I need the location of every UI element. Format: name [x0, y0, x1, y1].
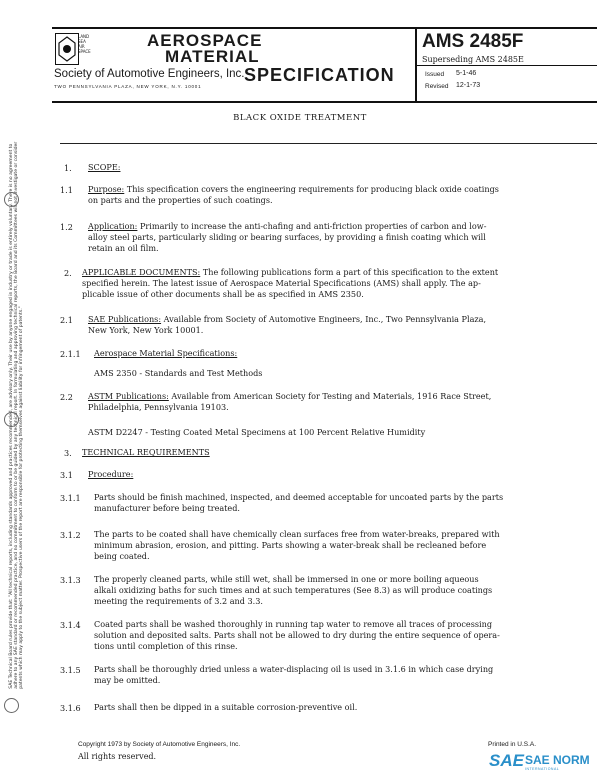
section-heading: Purpose:: [88, 184, 125, 194]
section-number: 3.: [64, 448, 72, 458]
society-name: Society of Automotive Engineers, Inc.: [54, 68, 245, 80]
section-number: 2.1: [60, 315, 73, 325]
section-heading: Application:: [88, 221, 138, 231]
revised-label: Revised: [425, 83, 449, 90]
ams-number: AMS 2485F: [422, 31, 524, 52]
section-text: manufacturer before being treated.: [94, 503, 240, 513]
issued-label: Issued: [425, 71, 445, 78]
section-number: 3.1.6: [60, 703, 81, 713]
section-heading: SCOPE:: [88, 162, 121, 172]
section-text: Primarily to increase the anti-chafing and anti-friction properties of carbon and low-: [139, 221, 487, 231]
section-number: 3.1.4: [60, 620, 81, 630]
section-text: New York, New York 10001.: [88, 325, 204, 335]
section-text: Parts shall be thoroughly dried unless a water-displacing oil is used in 3.1.6 in which case drying: [94, 664, 494, 674]
section-heading: Procedure:: [88, 469, 134, 479]
header-top-rule: [52, 27, 597, 29]
section-number: 3.1: [60, 470, 73, 480]
section-text: Parts should be finish machined, inspected, and deemed acceptable for uncoated parts by the parts: [94, 492, 504, 502]
brand-tag: INTERNATIONAL: [525, 767, 560, 771]
logo-text: LAND SEA AIR SPACE: [78, 34, 91, 54]
section-heading: TECHNICAL REQUIREMENTS: [82, 447, 210, 457]
section-text: Available from Society of Automotive Engineers, Inc., Two Pennsylvania Plaza,: [163, 314, 487, 324]
section-body: [94, 529, 594, 562]
section-body: [94, 664, 594, 686]
section-text: This specification covers the engineering requirements for producing black oxide coatings: [126, 184, 499, 194]
section-heading: SAE Publications:: [88, 314, 162, 324]
section-body: [88, 391, 588, 413]
section-number: 2.: [64, 268, 72, 278]
header-bottom-rule: [52, 101, 597, 103]
section-text: meeting the requirements of 3.2 and 3.3.: [94, 596, 263, 606]
punch-hole-icon: [4, 192, 19, 207]
title-specification: SPECIFICATION: [244, 65, 395, 85]
reference-item: AMS 2350 - Standards and Test Methods: [94, 368, 263, 378]
section-text: The parts to be coated shall have chemically clean surfaces free from water-breaks, prepared with: [94, 529, 500, 539]
section-text: may be omitted.: [94, 675, 161, 685]
section-text: solution and deposited salts. Parts shall not be allowed to dry during the entire sequence of opera-: [94, 630, 500, 640]
section-text: Available from American Society for Testing and Materials, 1916 Race Street,: [171, 391, 492, 401]
side-note-text: SAE Technical Board rules provide that: "All technical reports, including standards approved and practices recommended, are advisory only. Their use by anyone engaged in industry or trade is entirely voluntary. There is no agreement to adhere to any SAE standard or recommended practice, and no commitment to conform to or be guided by any technical report. In formulating and approving technical reports, the Board and its Committees will not investigate or consider patents which may apply to the subject matter. Prospective users of the report are responsible for protecting themselves against liability for infringement of patents.": [9, 141, 25, 689]
punch-hole-icon: [4, 698, 19, 713]
superseding: Superseding AMS 2485E: [422, 55, 524, 64]
punch-hole-icon: [4, 412, 19, 427]
society-address: TWO PENNSYLVANIA PLAZA, NEW YORK, N.Y. 10001: [54, 84, 202, 89]
brand-name: SAE NORM: [525, 753, 590, 767]
section-text: alkali oxidizing baths for such times and at such temperatures (See 8.3) as will produce coatings: [94, 585, 493, 595]
section-body: [82, 267, 590, 300]
section-text: tions until completion of this rinse.: [94, 641, 238, 651]
section-text: being coated.: [94, 551, 150, 561]
section-text: plicable issue of other documents shall be as specified in AMS 2350.: [82, 289, 364, 299]
section-text: Parts shall then be dipped in a suitable corrosion-preventive oil.: [94, 702, 358, 712]
section-body: [94, 492, 594, 514]
issued-date: 5-1-46: [456, 70, 477, 77]
section-number: 1.2: [60, 222, 73, 232]
section-number: 2.1.1: [60, 349, 81, 359]
revised-date: 12-1-73: [456, 82, 481, 89]
section-number: 3.1.1: [60, 493, 81, 503]
section-number: 3.1.3: [60, 575, 81, 585]
document-title: BLACK OXIDE TREATMENT: [233, 113, 367, 123]
section-number: 3.1.5: [60, 665, 81, 675]
section-number: 2.2: [60, 392, 73, 402]
printed-in: Printed in U.S.A.: [488, 741, 537, 748]
section-body: [88, 184, 588, 206]
copyright: Copyright 1973 by Society of Automotive Engineers, Inc.: [78, 741, 241, 748]
title-material: MATERIAL: [165, 47, 260, 66]
header-info-rule: [417, 65, 597, 66]
section-text: specified herein. The latest issue of Aerospace Material Specifications (AMS) shall apply. The ap-: [82, 278, 481, 288]
title-aerospace: AEROSPACE: [147, 31, 263, 50]
brand-watermark: [485, 751, 600, 774]
section-body: [94, 574, 594, 607]
section-text: minimum abrasion, erosion, and pitting. Parts showing a water-break shall be recleaned before: [94, 540, 487, 550]
section-body: [88, 314, 588, 336]
section-text: The following publications form a part of this specification to the extent: [202, 267, 499, 277]
section-heading: APPLICABLE DOCUMENTS:: [82, 267, 201, 277]
section-body: [88, 221, 588, 254]
title-rule: [60, 143, 597, 144]
reference-item: ASTM D2247 - Testing Coated Metal Specimens at 100 Percent Relative Humidity: [88, 427, 426, 437]
section-text: The properly cleaned parts, while still wet, shall be immersed in one or more boiling aqueous: [94, 574, 479, 584]
section-text: on parts and the properties of such coatings.: [88, 195, 273, 205]
section-number: 1.1: [60, 185, 73, 195]
section-text: retain an oil film.: [88, 243, 159, 253]
section-number: 3.1.2: [60, 530, 81, 540]
section-text: Coated parts shall be washed thoroughly in running tap water to remove all traces of processing: [94, 619, 493, 629]
section-heading: ASTM Publications:: [88, 391, 169, 401]
section-number: 1.: [64, 163, 72, 173]
section-heading: Aerospace Material Specifications:: [94, 348, 238, 358]
sae-logo-icon: [55, 33, 79, 65]
section-text: Philadelphia, Pennsylvania 19103.: [88, 402, 229, 412]
header: [52, 27, 597, 102]
brand-logo-sae: SAE: [489, 751, 524, 770]
rights-reserved: All rights reserved.: [78, 752, 157, 761]
section-body: [94, 619, 594, 652]
section-text: alloy steel parts, particularly sliding or bearing surfaces, by providing a finish coating which will: [88, 232, 486, 242]
